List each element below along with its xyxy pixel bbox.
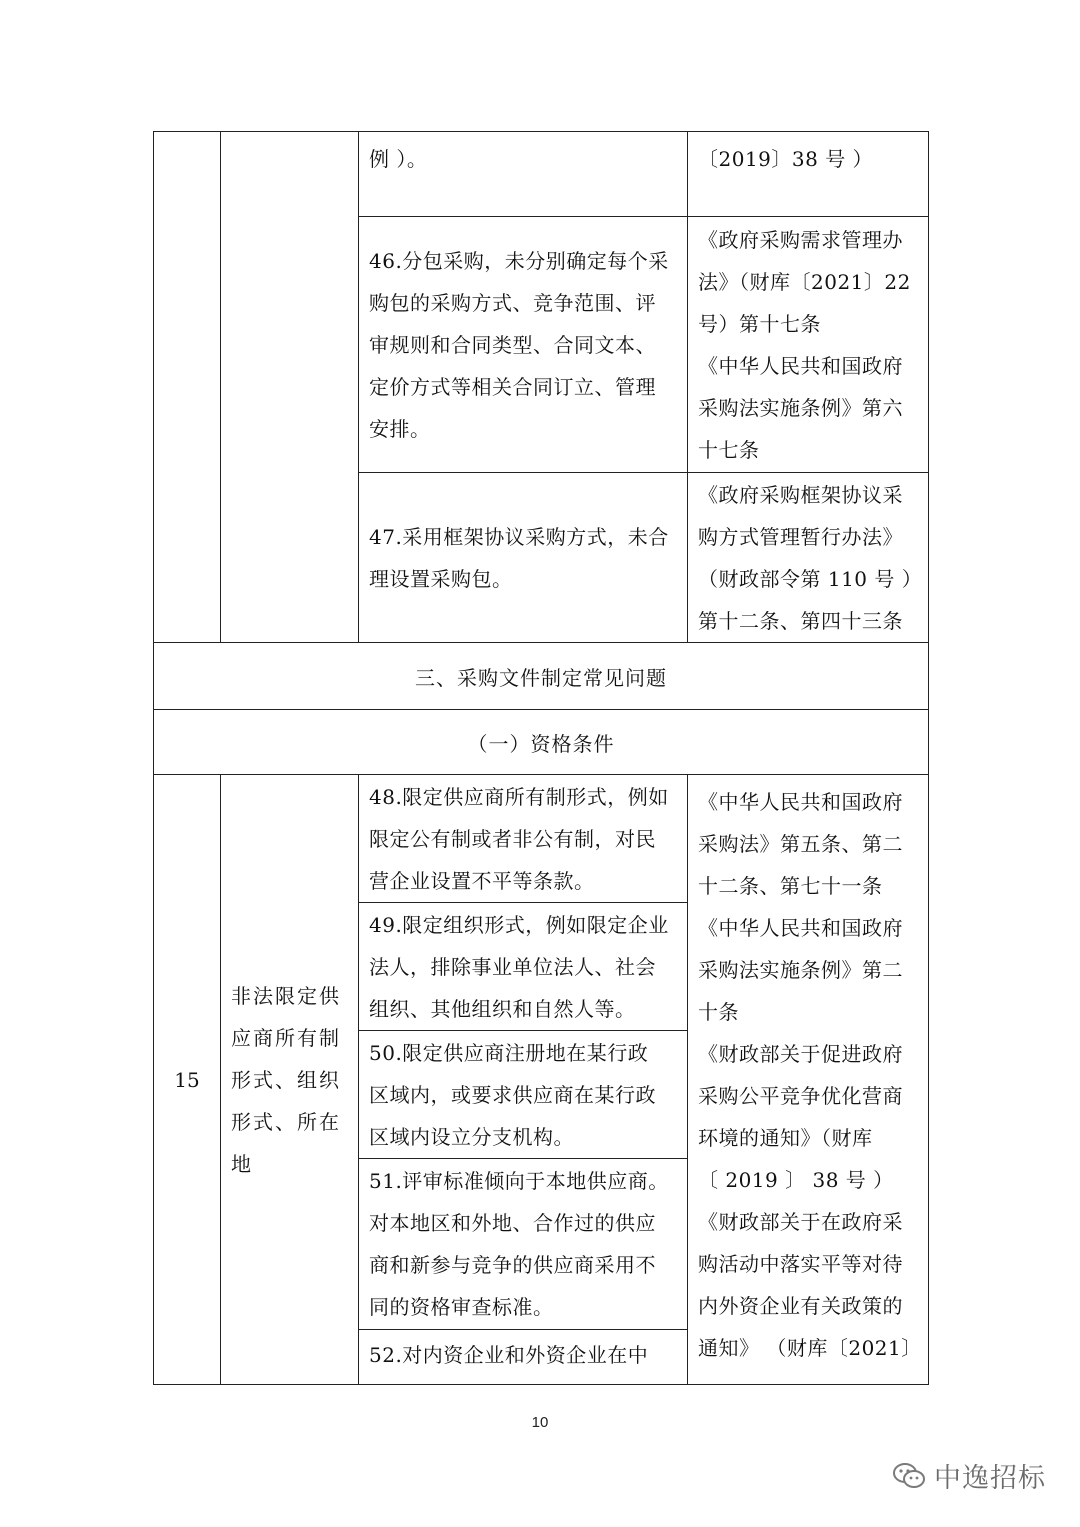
basis-line: 《政府采购需求管理办: [698, 227, 903, 252]
item-line: 限定公有制或者非公有制，对民: [369, 826, 656, 851]
item-cell-continuation: [359, 132, 688, 217]
basis-line: 号）第十七条: [698, 311, 821, 336]
item-line: 46.分包采购，未分别确定每个采: [369, 248, 669, 273]
item-line: 区域内设立分支机构。: [369, 1124, 574, 1149]
item-line: 理设置采购包。: [369, 566, 513, 591]
item-line: 购包的采购方式、竞争范围、评: [369, 290, 656, 315]
basis-line: 环境的通知》（财库: [698, 1126, 873, 1150]
basis-line: 〔 2019 〕 38 号 ）: [698, 1168, 894, 1192]
category-cell: [221, 775, 359, 1385]
watermark: [892, 1456, 1046, 1495]
table-row-48: [154, 775, 929, 903]
basis-line: 〔2019〕38 号 ）: [698, 147, 874, 171]
basis-line: 第十二条、第四十三条: [698, 608, 903, 633]
item-line: 组织、其他组织和自然人等。: [369, 996, 636, 1021]
item-line: 同的资格审查标准。: [369, 1295, 554, 1319]
basis-line: 法》（财库〔2021〕22: [698, 269, 911, 294]
row-number: 15: [154, 775, 221, 1385]
item-line: 47.采用框架协议采购方式，未合: [369, 524, 669, 549]
item-line: 48.限定供应商所有制形式，例如: [369, 784, 669, 809]
category-cell-empty: [221, 132, 359, 643]
item-line: 营企业设置不平等条款。: [369, 868, 595, 893]
item-line: 法人，排除事业单位法人、社会: [369, 954, 656, 979]
basis-line: 《财政部关于在政府采: [698, 1210, 903, 1234]
item-cell-50: [359, 1031, 688, 1159]
subsection-title: （一）资格条件: [154, 710, 929, 775]
wechat-icon: [892, 1462, 926, 1490]
basis-line: 采购公平竞争优化营商: [698, 1084, 903, 1108]
table-row-continuation: [154, 132, 929, 217]
item-cell-51: [359, 1159, 688, 1330]
item-line: 区域内，或要求供应商在某行政: [369, 1082, 656, 1107]
page-number: 10: [531, 1414, 549, 1431]
basis-line: 《财政部关于促进政府: [698, 1042, 903, 1066]
item-line: 安排。: [369, 416, 431, 441]
basis-line: 《政府采购框架协议采: [698, 482, 903, 507]
item-cell-48: [359, 775, 688, 903]
basis-line: 采购法》第五条、第二: [698, 832, 903, 856]
item-line: 审规则和合同类型、合同文本、: [369, 332, 656, 357]
item-cell-47: [359, 473, 688, 643]
section-title: 三、采购文件制定常见问题: [154, 643, 929, 710]
basis-cell-47: [688, 473, 929, 643]
basis-line: 十二条、第七十一条: [698, 874, 883, 898]
item-line: 50.限定供应商注册地在某行政: [369, 1040, 649, 1065]
item-line: 49.限定组织形式，例如限定企业: [369, 912, 669, 937]
basis-cell-continuation: [688, 132, 929, 217]
subsection-title-row: [154, 710, 929, 775]
basis-line: 购活动中落实平等对待: [698, 1252, 903, 1276]
basis-cell-46: [688, 217, 929, 473]
item-line: 51.评审标准倾向于本地供应商。: [369, 1169, 669, 1193]
item-cell-49: [359, 903, 688, 1031]
basis-line: 《中华人民共和国政府: [698, 353, 903, 378]
category-line: 地: [231, 1151, 253, 1176]
item-line: 对本地区和外地、合作过的供应: [369, 1211, 656, 1235]
basis-line: 内外资企业有关政策的: [698, 1294, 903, 1318]
basis-line: 购方式管理暂行办法》: [698, 524, 903, 549]
basis-line: （财政部令第 110 号 ）: [698, 566, 923, 591]
category-line: 形式、所在: [231, 1109, 341, 1134]
basis-line: 采购法实施条例》第二: [698, 958, 903, 982]
item-line: 例 ）。: [369, 147, 428, 171]
category-line: 应商所有制: [231, 1025, 341, 1050]
basis-cell-group15: [688, 775, 929, 1385]
item-cell-46: [359, 217, 688, 473]
basis-line: 《中华人民共和国政府: [698, 916, 903, 940]
number-cell-empty: [154, 132, 221, 643]
basis-line: 十七条: [698, 437, 760, 462]
category-line: 形式、组织: [231, 1067, 341, 1092]
regulation-table: [153, 131, 929, 1385]
basis-line: 十条: [698, 1000, 739, 1024]
item-line: 52.对内资企业和外资企业在中: [369, 1343, 649, 1367]
basis-line: 采购法实施条例》第六: [698, 395, 903, 420]
section-title-row: [154, 643, 929, 710]
item-line: 商和新参与竞争的供应商采用不: [369, 1253, 656, 1277]
watermark-text: 中逸招标: [934, 1463, 1046, 1494]
item-line: 定价方式等相关合同订立、管理: [369, 374, 656, 399]
category-line: 非法限定供: [231, 983, 341, 1008]
basis-line: 《中华人民共和国政府: [698, 790, 903, 814]
item-cell-52: [359, 1330, 688, 1385]
basis-line: 通知》 （财库〔2021〕: [698, 1336, 922, 1360]
